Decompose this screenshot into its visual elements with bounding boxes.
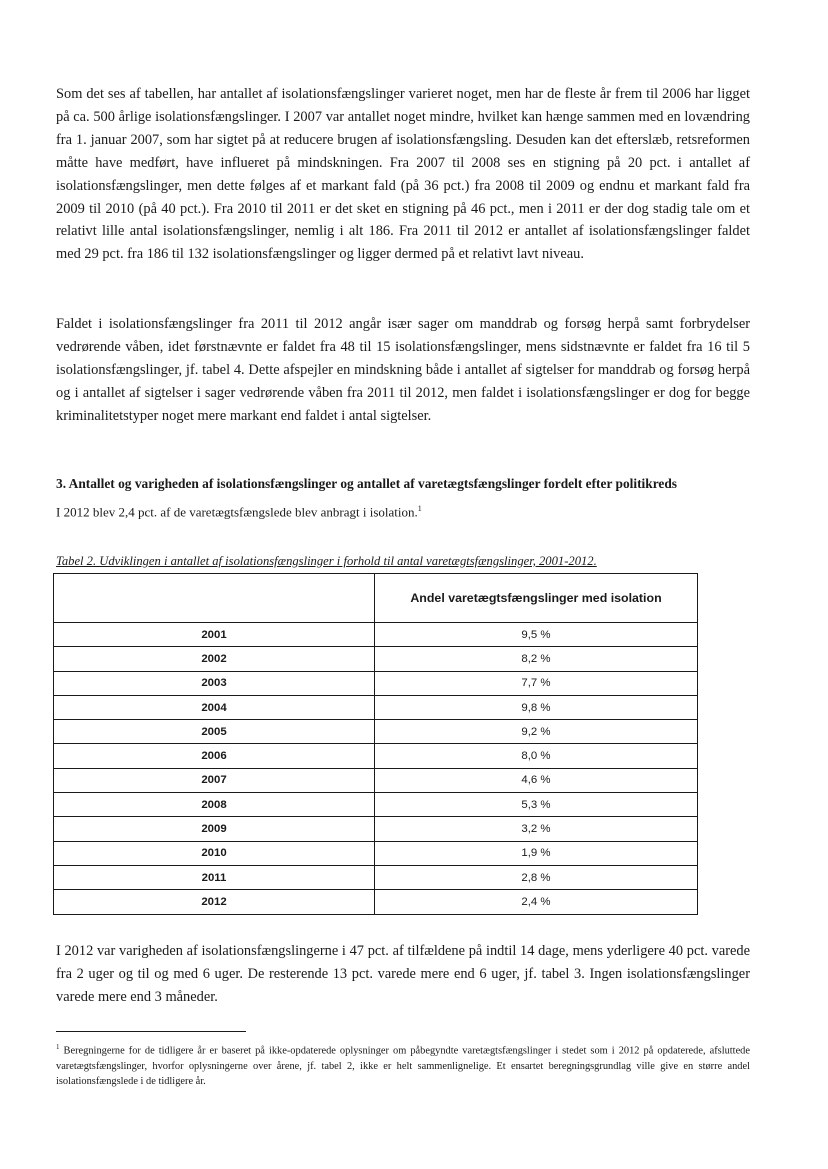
value-column-header: Andel varetægtsfængslinger med isolation — [375, 574, 698, 623]
table-row — [54, 623, 698, 647]
table-row — [54, 817, 698, 841]
table-row — [54, 647, 698, 671]
value-cell: 2,8 % — [375, 865, 698, 889]
section-intro — [56, 504, 422, 520]
year-cell: 2003 — [54, 671, 375, 695]
section-heading: 3. Antallet og varigheden af isolationsfængslinger og antallet af varetægtsfængslinger fordelt efter politikreds — [56, 476, 678, 491]
value-cell: 3,2 % — [375, 817, 698, 841]
section-intro-text: I 2012 blev 2,4 pct. af de varetægtsfængslede blev anbragt i isolation. — [56, 504, 418, 520]
value-cell: 8,2 % — [375, 647, 698, 671]
table-row — [54, 720, 698, 744]
value-cell: 4,6 % — [375, 768, 698, 792]
table-row — [54, 793, 698, 817]
isolation-table — [53, 573, 698, 915]
value-cell: 9,5 % — [375, 623, 698, 647]
footnote-reference: 1 — [417, 504, 422, 513]
year-cell: 2007 — [54, 768, 375, 792]
value-cell: 1,9 % — [375, 841, 698, 865]
year-cell: 2008 — [54, 793, 375, 817]
table-row — [54, 695, 698, 719]
value-cell: 9,2 % — [375, 720, 698, 744]
table-row — [54, 865, 698, 889]
year-cell: 2004 — [54, 695, 375, 719]
paragraph-2: Faldet i isolationsfængslinger fra 2011 til 2012 angår især sager om manddrab og forsøg herpå samt forbrydelser vedrørende våben, idet førstnævnte er faldet fra 48 til 15 isolationsfængslinger, mens sidstnævnte er faldet fra 16 til 5 isolationsfængslinger, jf. tabel 4. Dette afspejler en mindskning både i antallet af sigtelser for manddrab og forsøg herpå og i antallet af sigtelser i sager vedrørende våben fra 2011 til 2012, men faldet i isolationsfængslinger er dog for begge kriminalitetstyper noget mere markant end faldet i antal sigtelser. — [56, 316, 750, 424]
table-row — [54, 890, 698, 914]
footnote-text: Beregningerne for de tidligere år er baseret på ikke-opdaterede oplysninger om påbegyndte varetægtsfængslinger i stedet som i 2012 på opdaterede, afsluttede varetægtsfængslinger, hvorfor oplysningerne over årene, jf. tabel 2, ikke er helt sammenlignelige. Et ensartet beregningsgrundlag ville give en større andel isolationsfængslede i de tidligere år. — [56, 1045, 750, 1088]
value-cell: 5,3 % — [375, 793, 698, 817]
table-header-row — [54, 574, 698, 623]
year-cell: 2010 — [54, 841, 375, 865]
year-cell: 2012 — [54, 890, 375, 914]
table-row — [54, 841, 698, 865]
value-cell: 8,0 % — [375, 744, 698, 768]
table-row — [54, 744, 698, 768]
table-row — [54, 768, 698, 792]
year-cell: 2011 — [54, 865, 375, 889]
table-row — [54, 671, 698, 695]
footnote — [56, 1040, 750, 1089]
year-cell: 2005 — [54, 720, 375, 744]
table-caption: Tabel 2. Udviklingen i antallet af isolationsfængslinger i forhold til antal varetægtsfængslinger, 2001-2012. — [56, 554, 597, 568]
year-cell: 2002 — [54, 647, 375, 671]
paragraph-1: Som det ses af tabellen, har antallet af isolationsfængslinger varieret noget, men har de fleste år frem til 2006 har ligget på ca. 500 årlige isolationsfængslinger. I 2007 var antallet noget mindre, hvilket kan hænge sammen med en lovændring fra 1. januar 2007, som har sigtet på at reducere brugen af isolationsfængsling. Desuden kan det efterslæb, retsreformen måtte have medført, have influeret på mindskningen. Fra 2007 til 2008 ses en stigning på 20 pct. i antallet af isolationsfængslinger, men dette følges af et markant fald (på 36 pct.) fra 2008 til 2009 og endnu et markant fald fra 2009 til 2010 (på 40 pct.). Fra 2010 til 2011 er det sket en stigning på 46 pct., men i 2011 er der dog stadig tale om et relativt lille antal isolationsfængslinger, nemlig i alt 186. Fra 2011 til 2012 er antallet af isolationsfængslinger faldet med 29 pct. fra 186 til 132 isolationsfængslinger og ligger dermed på et relativt lavt niveau. — [56, 86, 750, 263]
footnote-mark: 1 — [56, 1043, 60, 1051]
value-cell: 9,8 % — [375, 695, 698, 719]
year-cell: 2001 — [54, 623, 375, 647]
paragraph-3: I 2012 var varigheden af isolationsfængslingerne i 47 pct. af tilfældene på indtil 14 dage, mens yderligere 40 pct. varede fra 2 uger og til og med 6 uger. De resterende 13 pct. varede mere end 6 uger, jf. tabel 3. Ingen isolationsfængslinger varede mere end 3 måneder. — [56, 943, 750, 1005]
year-cell: 2006 — [54, 744, 375, 768]
year-cell: 2009 — [54, 817, 375, 841]
footnote-divider — [56, 1031, 246, 1032]
year-column-header — [54, 574, 375, 623]
value-cell: 2,4 % — [375, 890, 698, 914]
value-cell: 7,7 % — [375, 671, 698, 695]
